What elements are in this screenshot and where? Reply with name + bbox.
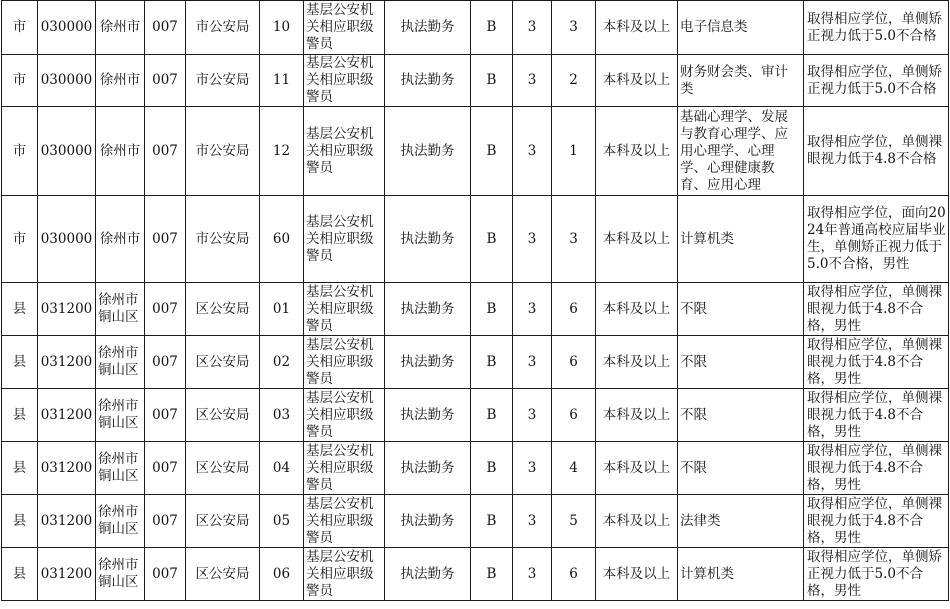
table-row bbox=[2, 107, 949, 196]
recruitment-table bbox=[1, 0, 949, 601]
headcount-cell: 3 bbox=[552, 196, 596, 283]
unit-code-cell: 030000 bbox=[38, 55, 96, 107]
unit-code-cell: 031200 bbox=[38, 495, 96, 548]
city-cell: 徐州市 bbox=[96, 107, 145, 196]
education-cell: 本科及以上 bbox=[596, 1, 678, 55]
position-code-cell: 02 bbox=[260, 336, 304, 389]
exam-type-cell: 3 bbox=[513, 336, 552, 389]
unit-number-cell: 007 bbox=[145, 55, 186, 107]
table-row bbox=[2, 196, 949, 283]
headcount-cell: 2 bbox=[552, 55, 596, 107]
unit-number-cell: 007 bbox=[145, 196, 186, 283]
exam-type-cell: 3 bbox=[513, 495, 552, 548]
department-cell: 市公安局 bbox=[186, 107, 260, 196]
level-cell: 市 bbox=[2, 1, 38, 55]
city-cell: 徐州市铜山区 bbox=[96, 548, 145, 601]
education-cell: 本科及以上 bbox=[596, 495, 678, 548]
department-cell: 区公安局 bbox=[186, 336, 260, 389]
category-cell: B bbox=[471, 389, 513, 442]
major-cell: 不限 bbox=[678, 283, 804, 336]
unit-number-cell: 007 bbox=[145, 442, 186, 495]
unit-number-cell: 007 bbox=[145, 1, 186, 55]
unit-number-cell: 007 bbox=[145, 107, 186, 196]
category-cell: B bbox=[471, 442, 513, 495]
education-cell: 本科及以上 bbox=[596, 442, 678, 495]
city-cell: 徐州市铜山区 bbox=[96, 283, 145, 336]
note-cell: 取得相应学位，单侧矫正视力低于5.0不合格 bbox=[804, 1, 949, 55]
education-cell: 本科及以上 bbox=[596, 336, 678, 389]
city-cell: 徐州市铜山区 bbox=[96, 495, 145, 548]
education-cell: 本科及以上 bbox=[596, 283, 678, 336]
unit-number-cell: 007 bbox=[145, 548, 186, 601]
unit-code-cell: 030000 bbox=[38, 196, 96, 283]
level-cell: 市 bbox=[2, 107, 38, 196]
headcount-cell: 5 bbox=[552, 495, 596, 548]
position-title-cell: 基层公安机关相应职级警员 bbox=[304, 55, 385, 107]
exam-type-cell: 3 bbox=[513, 548, 552, 601]
position-code-cell: 06 bbox=[260, 548, 304, 601]
unit-number-cell: 007 bbox=[145, 283, 186, 336]
education-cell: 本科及以上 bbox=[596, 389, 678, 442]
exam-type-cell: 3 bbox=[513, 283, 552, 336]
duty-cell: 执法勤务 bbox=[385, 283, 471, 336]
category-cell: B bbox=[471, 283, 513, 336]
duty-cell: 执法勤务 bbox=[385, 1, 471, 55]
position-title-cell: 基层公安机关相应职级警员 bbox=[304, 548, 385, 601]
department-cell: 区公安局 bbox=[186, 283, 260, 336]
major-cell: 不限 bbox=[678, 389, 804, 442]
city-cell: 徐州市 bbox=[96, 1, 145, 55]
exam-type-cell: 3 bbox=[513, 1, 552, 55]
position-code-cell: 11 bbox=[260, 55, 304, 107]
department-cell: 区公安局 bbox=[186, 389, 260, 442]
note-cell: 取得相应学位，单侧裸眼视力低于4.8不合格，男性 bbox=[804, 389, 949, 442]
city-cell: 徐州市铜山区 bbox=[96, 389, 145, 442]
unit-number-cell: 007 bbox=[145, 389, 186, 442]
headcount-cell: 6 bbox=[552, 548, 596, 601]
duty-cell: 执法勤务 bbox=[385, 196, 471, 283]
department-cell: 区公安局 bbox=[186, 442, 260, 495]
major-cell: 电子信息类 bbox=[678, 1, 804, 55]
category-cell: B bbox=[471, 548, 513, 601]
position-code-cell: 01 bbox=[260, 283, 304, 336]
duty-cell: 执法勤务 bbox=[385, 389, 471, 442]
education-cell: 本科及以上 bbox=[596, 196, 678, 283]
education-cell: 本科及以上 bbox=[596, 55, 678, 107]
unit-code-cell: 031200 bbox=[38, 442, 96, 495]
note-cell: 取得相应学位，单侧裸眼视力低于4.8不合格，男性 bbox=[804, 442, 949, 495]
education-cell: 本科及以上 bbox=[596, 107, 678, 196]
duty-cell: 执法勤务 bbox=[385, 336, 471, 389]
major-cell: 财务财会类、审计类 bbox=[678, 55, 804, 107]
duty-cell: 执法勤务 bbox=[385, 495, 471, 548]
level-cell: 县 bbox=[2, 389, 38, 442]
duty-cell: 执法勤务 bbox=[385, 55, 471, 107]
position-title-cell: 基层公安机关相应职级警员 bbox=[304, 283, 385, 336]
duty-cell: 执法勤务 bbox=[385, 107, 471, 196]
major-cell: 计算机类 bbox=[678, 548, 804, 601]
department-cell: 市公安局 bbox=[186, 196, 260, 283]
table-row bbox=[2, 548, 949, 601]
level-cell: 市 bbox=[2, 196, 38, 283]
category-cell: B bbox=[471, 55, 513, 107]
city-cell: 徐州市铜山区 bbox=[96, 336, 145, 389]
major-cell: 计算机类 bbox=[678, 196, 804, 283]
city-cell: 徐州市 bbox=[96, 55, 145, 107]
unit-number-cell: 007 bbox=[145, 336, 186, 389]
headcount-cell: 6 bbox=[552, 336, 596, 389]
exam-type-cell: 3 bbox=[513, 107, 552, 196]
headcount-cell: 6 bbox=[552, 389, 596, 442]
level-cell: 县 bbox=[2, 495, 38, 548]
note-cell: 取得相应学位，单侧裸眼视力低于4.8不合格，男性 bbox=[804, 283, 949, 336]
position-title-cell: 基层公安机关相应职级警员 bbox=[304, 1, 385, 55]
unit-code-cell: 031200 bbox=[38, 336, 96, 389]
level-cell: 县 bbox=[2, 442, 38, 495]
position-code-cell: 10 bbox=[260, 1, 304, 55]
level-cell: 市 bbox=[2, 55, 38, 107]
table-row bbox=[2, 336, 949, 389]
department-cell: 市公安局 bbox=[186, 1, 260, 55]
position-code-cell: 12 bbox=[260, 107, 304, 196]
headcount-cell: 6 bbox=[552, 283, 596, 336]
note-cell: 取得相应学位，面向2024年普通高校应届毕业生，单侧矫正视力低于5.0不合格，男性 bbox=[804, 196, 949, 283]
headcount-cell: 1 bbox=[552, 107, 596, 196]
position-title-cell: 基层公安机关相应职级警员 bbox=[304, 336, 385, 389]
position-title-cell: 基层公安机关相应职级警员 bbox=[304, 495, 385, 548]
city-cell: 徐州市铜山区 bbox=[96, 442, 145, 495]
category-cell: B bbox=[471, 107, 513, 196]
level-cell: 县 bbox=[2, 283, 38, 336]
category-cell: B bbox=[471, 336, 513, 389]
level-cell: 县 bbox=[2, 336, 38, 389]
exam-type-cell: 3 bbox=[513, 389, 552, 442]
note-cell: 取得相应学位，单侧矫正视力低于5.0不合格，男性 bbox=[804, 548, 949, 601]
department-cell: 区公安局 bbox=[186, 495, 260, 548]
position-title-cell: 基层公安机关相应职级警员 bbox=[304, 442, 385, 495]
position-title-cell: 基层公安机关相应职级警员 bbox=[304, 196, 385, 283]
position-title-cell: 基层公安机关相应职级警员 bbox=[304, 107, 385, 196]
major-cell: 法律类 bbox=[678, 495, 804, 548]
level-cell: 县 bbox=[2, 548, 38, 601]
unit-code-cell: 030000 bbox=[38, 1, 96, 55]
category-cell: B bbox=[471, 196, 513, 283]
note-cell: 取得相应学位，单侧裸眼视力低于4.8不合格 bbox=[804, 107, 949, 196]
headcount-cell: 4 bbox=[552, 442, 596, 495]
note-cell: 取得相应学位，单侧矫正视力低于5.0不合格 bbox=[804, 55, 949, 107]
category-cell: B bbox=[471, 1, 513, 55]
duty-cell: 执法勤务 bbox=[385, 548, 471, 601]
unit-code-cell: 031200 bbox=[38, 283, 96, 336]
unit-code-cell: 030000 bbox=[38, 107, 96, 196]
headcount-cell: 3 bbox=[552, 1, 596, 55]
unit-code-cell: 031200 bbox=[38, 389, 96, 442]
table-row bbox=[2, 55, 949, 107]
position-code-cell: 04 bbox=[260, 442, 304, 495]
education-cell: 本科及以上 bbox=[596, 548, 678, 601]
exam-type-cell: 3 bbox=[513, 442, 552, 495]
major-cell: 基础心理学、发展与教育心理学、应用心理学、心理学、心理健康教育、应用心理 bbox=[678, 107, 804, 196]
table-row bbox=[2, 442, 949, 495]
table-row bbox=[2, 1, 949, 55]
table-row bbox=[2, 389, 949, 442]
unit-code-cell: 031200 bbox=[38, 548, 96, 601]
unit-number-cell: 007 bbox=[145, 495, 186, 548]
major-cell: 不限 bbox=[678, 442, 804, 495]
note-cell: 取得相应学位，单侧裸眼视力低于4.8不合格，男性 bbox=[804, 336, 949, 389]
major-cell: 不限 bbox=[678, 336, 804, 389]
table-row bbox=[2, 283, 949, 336]
exam-type-cell: 3 bbox=[513, 196, 552, 283]
city-cell: 徐州市 bbox=[96, 196, 145, 283]
category-cell: B bbox=[471, 495, 513, 548]
exam-type-cell: 3 bbox=[513, 55, 552, 107]
position-title-cell: 基层公安机关相应职级警员 bbox=[304, 389, 385, 442]
position-code-cell: 03 bbox=[260, 389, 304, 442]
position-code-cell: 60 bbox=[260, 196, 304, 283]
table-row bbox=[2, 495, 949, 548]
department-cell: 区公安局 bbox=[186, 548, 260, 601]
department-cell: 市公安局 bbox=[186, 55, 260, 107]
position-code-cell: 05 bbox=[260, 495, 304, 548]
note-cell: 取得相应学位，单侧裸眼视力低于4.8不合格，男性 bbox=[804, 495, 949, 548]
duty-cell: 执法勤务 bbox=[385, 442, 471, 495]
